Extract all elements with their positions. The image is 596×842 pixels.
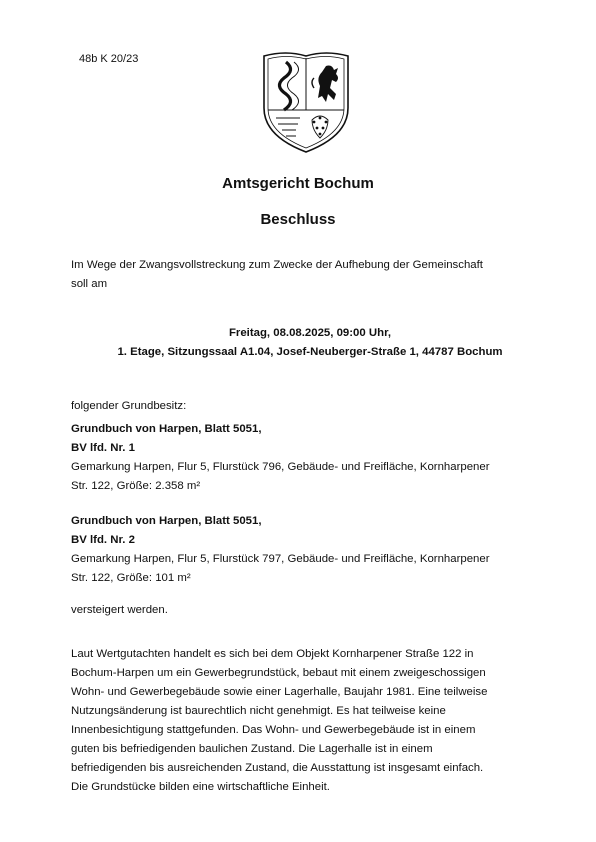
appraisal-line: guten bis befriedigenden baulichen Zustand. Die Lagerhalle ist in einem [71,743,433,755]
appraisal-line: befriedigenden bis ausreichenden Zustand, die Ausstattung ist insgesamt einfach. [71,762,484,774]
case-number: 48b K 20/23 [79,53,139,65]
nrw-coat-of-arms-icon [256,48,356,154]
property-description: Gemarkung Harpen, Flur 5, Flurstück 796, Gebäude- und Freifläche, Kornharpener [71,461,490,473]
land-register-label: Grundbuch von Harpen, Blatt 5051, [71,423,262,435]
appraisal-line: Die Grundstücke bilden eine wirtschaftliche Einheit. [71,781,330,793]
appraisal-line: Laut Wertgutachten handelt es sich bei dem Objekt Kornharpener Straße 122 in [71,648,474,660]
appointment-location: 1. Etage, Sitzungssaal A1.04, Josef-Neuberger-Straße 1, 44787 Bochum [117,346,503,358]
document-title: Beschluss [260,211,336,228]
bv-number: BV lfd. Nr. 2 [71,534,135,546]
property-entry [71,512,526,588]
appraisal-paragraph [71,645,526,797]
bv-number: BV lfd. Nr. 1 [71,442,135,454]
court-name: Amtsgericht Bochum [222,175,374,192]
auction-statement: versteigert werden. [71,604,168,616]
property-intro: folgender Grundbesitz: [71,400,187,412]
appointment-block [40,324,580,362]
intro-line: Im Wege der Zwangsvollstreckung zum Zwecke der Aufhebung der Gemeinschaft [71,259,483,271]
appraisal-line: Innenbesichtigung stattgefunden. Das Wohn- und Gewerbegebäude ist in einem [71,724,476,736]
property-description: Str. 122, Größe: 2.358 m² [71,480,201,492]
intro-line: soll am [71,278,108,290]
property-description: Str. 122, Größe: 101 m² [71,572,191,584]
intro-paragraph [71,256,526,294]
appraisal-line: Bochum-Harpen um ein Gewerbegrundstück, bebaut mit einem zweigeschossigen [71,667,486,679]
land-register-label: Grundbuch von Harpen, Blatt 5051, [71,515,262,527]
appraisal-line: Nutzungsänderung ist baurechtlich nicht genehmigt. Es hat teilweise keine [71,705,446,717]
appointment-date-time: Freitag, 08.08.2025, 09:00 Uhr, [228,327,392,339]
property-description: Gemarkung Harpen, Flur 5, Flurstück 797, Gebäude- und Freifläche, Kornharpener [71,553,490,565]
appraisal-line: Wohn- und Gewerbegebäude sowie einer Lagerhalle, Baujahr 1981. Eine teilweise [71,686,488,698]
property-entry [71,420,526,496]
